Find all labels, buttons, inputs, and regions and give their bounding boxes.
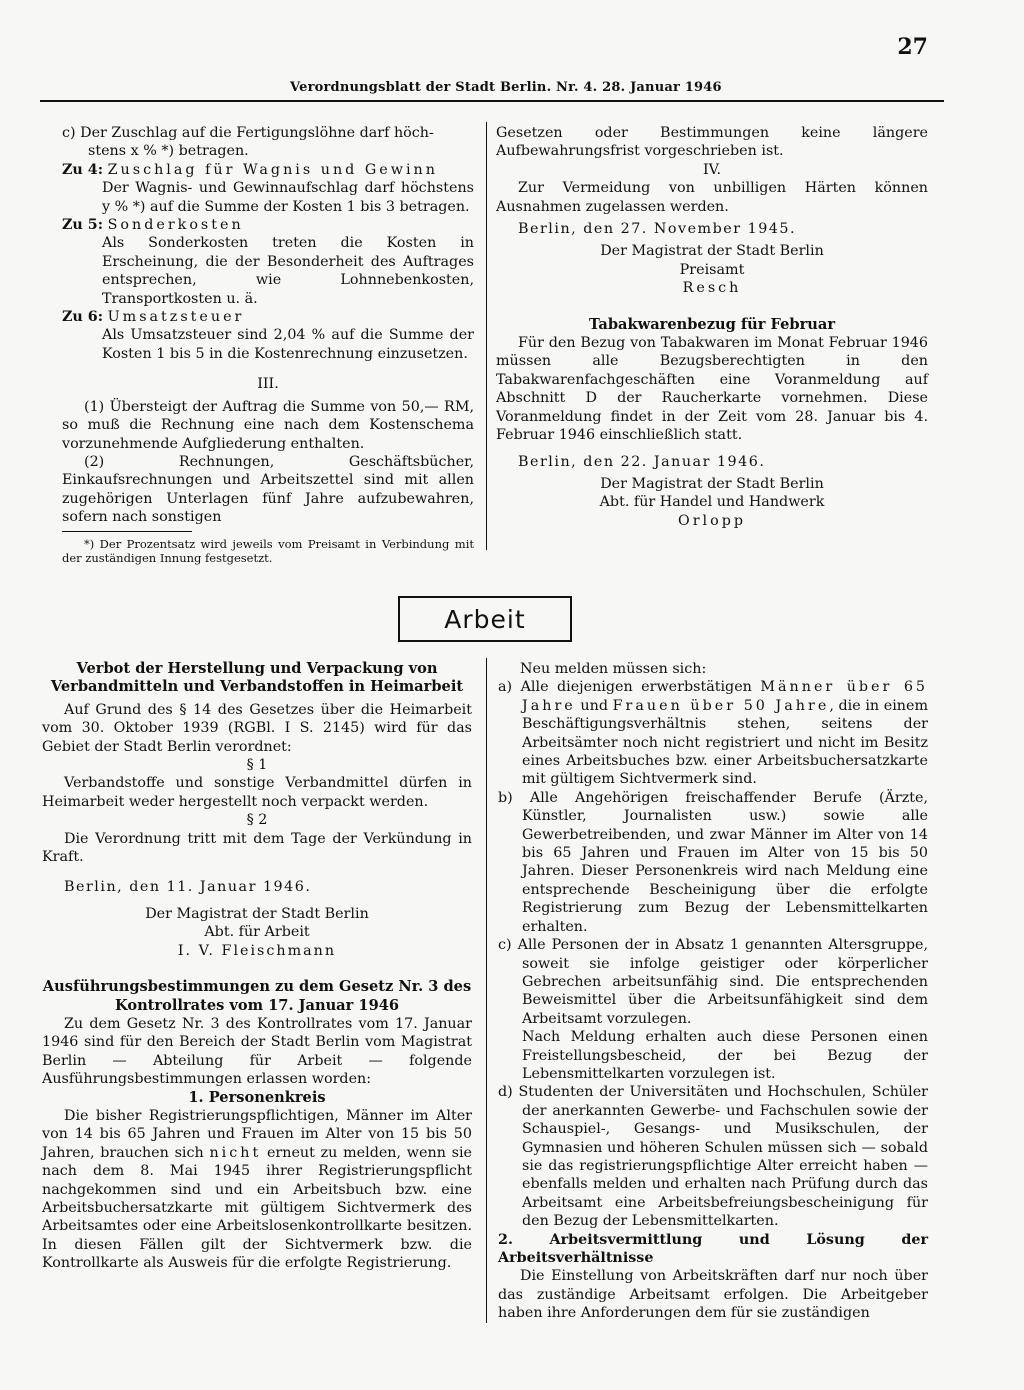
item-c-arbeit-label: c): [498, 937, 512, 954]
verbot-heading: Verbot der Herstellung und Verpackung von Verbandmitteln und Verbandstoffen in Heimarbeit: [50, 660, 464, 696]
personenkreis-heading: 1. Personenkreis: [188, 1088, 326, 1106]
section-title-box: [398, 596, 572, 642]
item-d-text: Studenten der Universitäten und Hochschulen, Schüler der anerkannten Gewerbe- und Fachschulen sowie der Schauspiel-, Gesangs- und Musikschulen, der Gymnasien und höheren Schulen müssen sich — sobald sie das registrierungspflichtige Alter erreicht haben — ebenfalls melden und erhalten nach Prüfung durch das Arbeitsamt eine Arbeitsbefreiungsbescheinigung für den Bezug der Lebensmittelkarten.: [518, 1084, 929, 1230]
zu4-text: Der Wagnis- und Gewinnaufschlag darf höchstens y % *) auf die Summe der Kosten 1 bis 3 betragen.: [102, 180, 474, 215]
item-c-line1: c) Der Zuschlag auf die Fertigungslöhne darf höch-: [62, 125, 434, 141]
item-a-label: a): [498, 679, 513, 696]
zu5-title: Sonderkosten: [107, 217, 244, 234]
tabak-heading: Tabakwarenbezug für Februar: [588, 315, 836, 333]
section-2-heading: 2. Arbeitsvermittlung und Lösung der Arbeitsverhältnisse: [498, 1231, 928, 1266]
item-b-label: b): [498, 789, 513, 806]
paragraph-1-text: Verbandstoffe und sonstige Verbandmittel dürfen in Heimarbeit weder hergestellt noch verpackt werden.: [42, 775, 472, 810]
ausfuehrung-heading: Ausführungsbestimmungen zu dem Gesetz Nr. 3 des Kontrollrates vom 17. Januar 1946: [42, 978, 472, 1014]
personenkreis-text-a: Die bisher Registrierungspflichtigen, Männer im Alter von 14 bis 65 Jahren und Frauen im Alter von 15 bis 50 Jahren, brauchen sich: [42, 1107, 472, 1161]
signature-3-line1: Der Magistrat der Stadt Berlin: [145, 905, 369, 922]
date-3: Berlin, den 11. Januar 1946.: [64, 879, 312, 896]
item-c-arbeit: [498, 936, 928, 1028]
item-b: [498, 789, 928, 936]
zu6-label: Zu 6:: [62, 309, 104, 326]
zu6-text: Als Umsatzsteuer sind 2,04 % auf die Summe der Kosten 1 bis 5 in die Kostenrechnung einzusetzen.: [102, 327, 474, 362]
paragraph-iv: Zur Vermeidung von unbilligen Härten können Ausnahmen zugelassen werden.: [496, 180, 928, 215]
item-c-arbeit-text: Alle Personen der in Absatz 1 genannten Altersgruppe, soweit sie infolge geistiger oder körperlicher Gebrechen arbeitsunfähig sind. Die entsprechenden Beweismittel über die Arbeitsunfähigkeit sind dem Arbeitsamt vorzulegen.: [517, 937, 928, 1027]
zu5-text: Als Sonderkosten treten die Kosten in Erscheinung, die der Besonderheit des Auftrages entsprechen, wie Lohnnebenkosten, Transportkosten u. ä.: [102, 235, 474, 307]
item-c-arbeit-text2: Nach Meldung erhalten auch diese Personen einen Freistellungsbescheid, der bei Bezug der Lebensmittelkarten vorzulegen ist.: [522, 1029, 928, 1082]
item-a-und: und: [580, 697, 608, 714]
signature-3-line2: Abt. für Arbeit: [204, 924, 310, 941]
section-title: Arbeit: [444, 604, 526, 634]
date-1: Berlin, den 27. November 1945.: [518, 221, 797, 238]
top-left-column: [62, 124, 474, 566]
item-b-text: Alle Angehörigen freischaffender Berufe (Ärzte, Künstler, Journalisten usw.) sowie alle Gewerbetreibenden, und zwar Männer im Alter von 14 bis 65 Jahren und Frauen im Alter von 15 bis 50 Jahren. Dieser Personenkreis wird nach Meldung eine entsprechende Bescheinigung über die erfolgte Registrierung zum Bezug der Lebensmittelkarten erhalten.: [522, 789, 928, 935]
footnote-rule: [62, 531, 192, 532]
zu5-label: Zu 5:: [62, 217, 104, 234]
personenkreis-nicht: nicht: [209, 1144, 262, 1161]
zu6-heading: [62, 308, 474, 326]
signature-2-name: Orlopp: [677, 512, 747, 529]
bottom-right-column: [498, 660, 928, 1323]
item-a-frauen: Frauen über 50 Jahre: [612, 697, 830, 714]
item-a-text2: , die in einem Beschäftigungsverhältnis stehen, seitens der Arbeitsämter noch nicht registriert und nicht im Besitz eines Arbeitsbuches bzw. einer Arbeitsbuchersatzkarte mit gültigem Sichtvermerk sind.: [522, 697, 928, 788]
paragraph-1: (1) Übersteigt der Auftrag die Summe von 50,— RM, so muß die Rechnung eine nach dem Kostenschema vorzunehmende Aufgliederung enthalten.: [62, 398, 474, 452]
continuation-text: Gesetzen oder Bestimmungen keine längere Aufbewahrungsfrist vorgeschrieben ist.: [496, 125, 928, 160]
section-iii: III.: [257, 376, 279, 393]
date-2: Berlin, den 22. Januar 1946.: [518, 453, 766, 470]
footnote: *) Der Prozentsatz wird jeweils vom Preisamt in Verbindung mit der zuständigen Innung festgesetzt.: [62, 536, 474, 566]
item-d-label: d): [498, 1084, 513, 1101]
paragraph-2-text: Die Verordnung tritt mit dem Tage der Verkündung in Kraft.: [42, 830, 472, 866]
item-c-line2: stens x % *) betragen.: [88, 143, 249, 160]
paragraph-sign-2: § 2: [246, 812, 268, 829]
item-c: [62, 124, 474, 161]
section-iv: IV.: [702, 161, 722, 178]
signature-1-line2: Preisamt: [679, 261, 745, 278]
paragraph-2: (2) Rechnungen, Geschäftsbücher, Einkaufsrechnungen und Arbeitszettel sind mit allen zugehörigen Unterlagen fünf Jahre aufzubewahren, sofern nach sonstigen: [62, 453, 474, 526]
item-a: [498, 678, 928, 788]
page-number: 27: [897, 34, 928, 60]
section-2-text: Die Einstellung von Arbeitskräften darf nur noch über das zuständige Arbeitsamt erfolgen. Die Arbeitgeber haben ihre Anforderungen dem für sie zuständigen: [498, 1268, 928, 1322]
signature-3-name: I. V. Fleischmann: [177, 942, 337, 959]
neu-melden: Neu melden müssen sich:: [520, 661, 707, 677]
zu5-heading: [62, 216, 474, 234]
item-a-maenner: Männer über 65 Jahre: [522, 679, 929, 714]
signature-1-line1: Der Magistrat der Stadt Berlin: [600, 243, 824, 260]
ausfuehrung-intro: Zu dem Gesetz Nr. 3 des Kontrollrates vom 17. Januar 1946 sind für den Bereich der Stadt Berlin vom Magistrat Berlin — Abteilung für Arbeit — folgende Ausführungsbestimmungen erlassen worden:: [42, 1015, 472, 1088]
signature-2-line2: Abt. für Handel und Handwerk: [599, 494, 825, 511]
paragraph-sign-1: § 1: [246, 757, 268, 774]
page-header: Verordnungsblatt der Stadt Berlin. Nr. 4. 28. Januar 1946: [290, 80, 722, 95]
personenkreis-text: [42, 1107, 472, 1273]
zu6-title: Umsatzsteuer: [107, 309, 245, 326]
zu4-label: Zu 4:: [62, 161, 104, 178]
item-a-text1: Alle diejenigen erwerbstätigen: [520, 679, 752, 696]
zu4-title: Zuschlag für Wagnis und Gewinn: [107, 161, 438, 178]
bottom-left-column: [42, 660, 472, 1273]
signature-1-name: Resch: [682, 280, 742, 297]
item-d: [498, 1083, 928, 1230]
verbot-intro: Auf Grund des § 14 des Gesetzes über die Heimarbeit vom 30. Oktober 1939 (RGBl. I S. 2145) wird für das Gebiet der Stadt Berlin verordnet:: [42, 701, 472, 755]
top-column-divider: [486, 122, 487, 550]
top-right-column: [496, 124, 928, 530]
bottom-column-divider: [486, 658, 487, 1323]
header-rule: [40, 100, 944, 102]
signature-2-line1: Der Magistrat der Stadt Berlin: [600, 475, 824, 492]
zu4-heading: [62, 161, 474, 179]
tabak-text: Für den Bezug von Tabakwaren im Monat Februar 1946 müssen alle Bezugsberechtigten in den Tabakwarenfachgeschäften eine Voranmeldung auf Abschnitt D der Raucherkarte vornehmen. Diese Voranmeldung findet in der Zeit vom 28. Januar bis 4. Februar 1946 einschließlich statt.: [496, 335, 928, 444]
personenkreis-text-b: erneut zu melden, wenn sie nach dem 8. Mai 1945 ihrer Registrierungspflicht nachgekommen sind und ein Arbeitsbuch bzw. eine Arbeitsbuchersatzkarte mit gültigem Sichtvermerk des Arbeitsamtes oder eine Arbeitslosenkontrollkarte besitzen. In diesen Fällen gilt der Sichtvermerk bzw. die Kontrollkarte als Ausweis für die erfolgte Registrierung.: [42, 1144, 473, 1272]
